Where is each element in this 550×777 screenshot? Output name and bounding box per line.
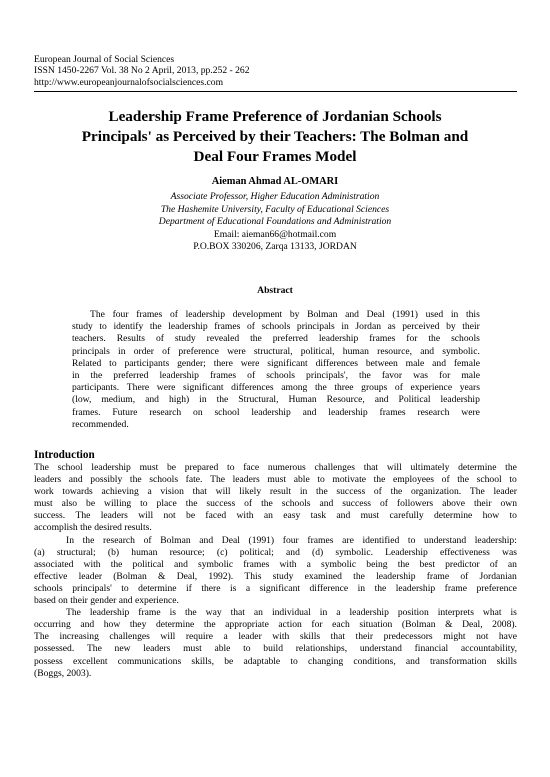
author-department: Department of Educational Foundations and Administration bbox=[158, 216, 392, 228]
text-line: based on their gender and experience. bbox=[34, 595, 179, 607]
text-line: associated with the political and symbolic frames with a symbolic being the best predictor of an bbox=[34, 558, 517, 570]
text-line: study to identify the leadership frames of schools principals in Jordan as perceived by their bbox=[72, 321, 480, 333]
text-line: (Boggs, 2003). bbox=[34, 667, 92, 679]
text-line: success. The leaders will not be faced with an easy task and must carefully determine how to bbox=[34, 510, 517, 522]
author-address: P.O.BOX 330206, Zarqa 13133, JORDAN bbox=[193, 241, 357, 253]
text-line: The four frames of leadership development by Bolman and Deal (1991) used in this bbox=[90, 309, 480, 320]
text-line: In the research of Bolman and Deal (1991) four frames are identified to understand leadership: bbox=[66, 534, 517, 546]
issn-line: ISSN 1450-2267 Vol. 38 No 2 April, 2013, pp.252 - 262 bbox=[34, 65, 250, 77]
title-line: Leadership Frame Preference of Jordanian Schools bbox=[108, 108, 442, 125]
text-line: schools principals' to determine if there is a significant difference in the leadership frame preference bbox=[34, 582, 517, 594]
abstract-body bbox=[72, 309, 480, 431]
paper-title bbox=[40, 107, 510, 167]
text-line: work towards achieving a vision that will likely result in the success of the organization. The leader bbox=[34, 486, 517, 498]
author-university: The Hashemite University, Faculty of Educational Sciences bbox=[160, 203, 390, 215]
text-line: occurring and how they determine the appropriate action for each situation (Bolman & Deal, 2008). bbox=[34, 619, 517, 631]
text-line: must also be willing to place the success of the schools and success of followers above their own bbox=[34, 498, 517, 510]
journal-name: European Journal of Social Sciences bbox=[34, 54, 175, 65]
journal-header bbox=[34, 54, 504, 88]
text-line: accomplish the desired results. bbox=[34, 522, 152, 534]
text-line: Related to participants gender; there were significant differences between male and female bbox=[72, 357, 480, 369]
author-email[interactable]: Email: aieman66@hotmail.com bbox=[213, 228, 337, 240]
text-line: possess excellent communications skills, be adaptable to changing conditions, and transformation skills bbox=[34, 655, 517, 667]
text-line: possessed. The new leaders must able to build relationships, understand financial accountability, bbox=[34, 643, 517, 655]
introduction-body bbox=[34, 462, 517, 680]
text-line: in the preferred leadership frames of schools principals', the favor was for male bbox=[72, 370, 480, 382]
author-position: Associate Professor, Higher Education Administration bbox=[170, 191, 380, 203]
text-line: recommended. bbox=[72, 418, 129, 430]
author-name: Aieman Ahmad AL-OMARI bbox=[211, 176, 339, 187]
header-divider bbox=[34, 91, 517, 92]
text-line: frames. Future research on school leadership and leadership frames research were bbox=[72, 406, 480, 418]
author-block bbox=[40, 176, 510, 253]
journal-url[interactable]: http://www.europeanjournalofsocialsciences.com bbox=[34, 76, 224, 88]
text-line: (a) structural; (b) human resource; (c) political; and (d) symbolic. Leadership effectiveness was bbox=[34, 546, 517, 558]
text-line: The increasing challenges will require a leader with skills that their predecessors might not have bbox=[34, 631, 517, 643]
text-line: leaders and possibly the schools fate. The leaders must able to motivate the employees of the school to bbox=[34, 474, 517, 486]
text-line: effective leader (Bolman & Deal, 1992). This study examined the leadership frame of Jordanian bbox=[34, 570, 517, 582]
text-line: (low, medium, and high) in the Structural, Human Resource, and Political leadership bbox=[72, 394, 480, 406]
text-line: participants. There were significant differences among the three groups of experience years bbox=[72, 382, 480, 394]
title-line: Deal Four Frames Model bbox=[193, 148, 357, 165]
text-line: principals in order of preference were structural, political, human resource, and symbolic. bbox=[72, 345, 480, 357]
abstract-heading: Abstract bbox=[257, 285, 293, 296]
text-line: The leadership frame is the way that an individual in a leadership position interprets what is bbox=[66, 607, 517, 619]
title-line: Principals' as Perceived by their Teachers: The Bolman and bbox=[81, 128, 469, 145]
introduction-heading: Introduction bbox=[34, 449, 95, 461]
text-line: teachers. Results of study revealed the preferred leadership frames for the schools bbox=[72, 333, 480, 345]
text-line: The school leadership must be prepared to face numerous challenges that will ultimately determine the bbox=[34, 462, 517, 473]
